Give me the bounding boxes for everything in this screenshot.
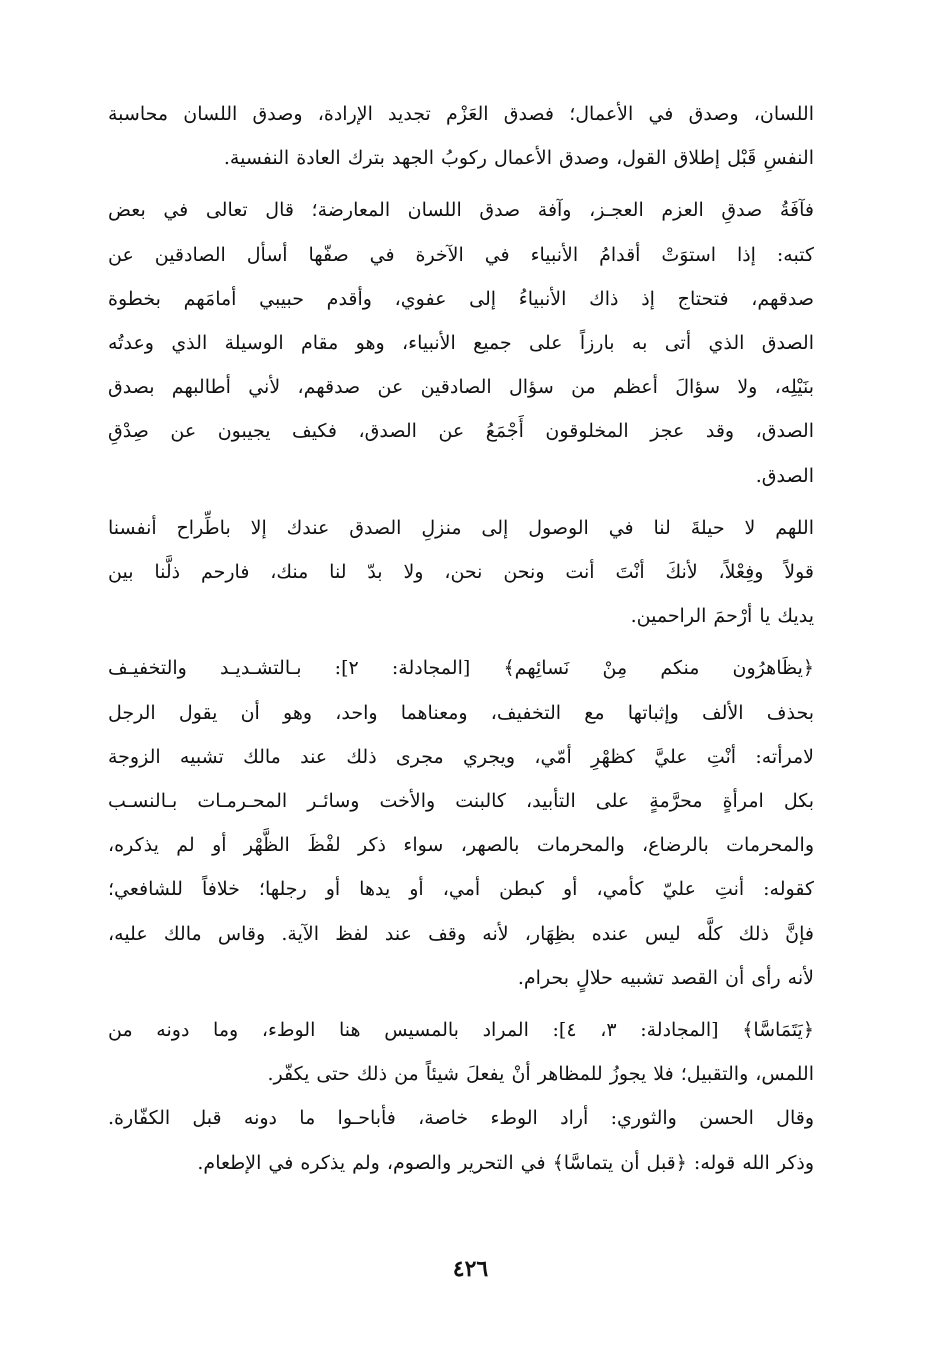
text-line: لامرأته: أنْتِ عليَّ كظهْرِ أمّي، ويجري مجرى ذلك عند مالك تشبيه الزوجة [108,745,814,768]
text-line: يديك يا أرْحمَ الراحمين. [630,605,814,628]
text-line: ﴿يظَاهرُون منكم مِنْ نَسائِهم﴾ [المجادلة: ٢]: بـالتشـديـد والتخفيـف [108,657,814,680]
text-line: فإنَّ ذلك كلَّه ليس عنده بظِهَار، لأنه وقف عند لفظ الآية. وقاس مالك عليه، [108,922,814,945]
text-line: اللسان، وصدق في الأعمال؛ فصدق العَزْم تجديد الإرادة، وصدق اللسان محاسبة [108,103,814,125]
text-line: الصدق، وقد عجز المخلوقون أَجْمَعُ عن الصدق، فكيف يجيبون عن صِدْقِ [108,420,814,443]
text-line: وقال الحسن والثوري: أراد الوطء خاصة، فأباحـوا ما دونه قبل الكفّارة. [108,1107,814,1130]
text-line: قولاً وفِعْلاً، لأنكَ أنْتَ أنت ونحن نحن، ولا بدّ لنا منك، فارحم ذلَّنا بين [108,561,814,584]
page-number: ٤٢٦ [452,1256,489,1282]
paragraph-3 [108,506,814,639]
paragraph-5 [108,1008,814,1096]
text-line: اللمس، والتقبيل؛ فلا يجوزُ للمظاهر أنْ يفعلَ شيئاً من ذلك حتى يكفّر. [267,1063,814,1086]
paragraph-4 [108,646,814,1000]
text-line: ﴿يَتَمَاسَّا﴾ [المجادلة: ٣، ٤]: المراد بالمسيس هنا الوطء، وما دونه من [108,1019,814,1042]
text-line: النفسِ قَبْل إطلاق القول، وصدق الأعمال ركوبُ الجهد بترك العادة النفسية. [223,147,814,170]
paragraph-6 [108,1096,814,1184]
text-line: بكل امرأةٍ محرَّمةٍ على التأبيد، كالبنت والأخت وسائـر المحـرمـات بـالنسـب [108,790,814,813]
text-line: الصدق الذي أتى به بارزاً على جميع الأنبياء، وهو مقام الوسيلة الذي وعدتُه [108,332,814,355]
text-line: كتبه: إذا استوَتْ أقدامُ الأنبياء في الآخرة في صفّها أسأل الصادقين عن [108,243,814,266]
text-line: كقوله: أنتِ عليّ كأمي، أو كبطن أمي، أو يدها أو رجلها؛ خلافاً للشافعي؛ [108,878,814,901]
paragraph-2 [108,188,814,497]
paragraph-1 [108,92,814,180]
text-line: بحذف الألف وإثباتها مع التخفيف، ومعناهما واحد، وهو أن يقول الرجل [108,701,814,724]
text-line: وذكر الله قوله: ﴿قبل أن يتماسَّا﴾ في التحرير والصوم، ولم يذكره في الإطعام. [197,1151,814,1174]
text-line: فآفَةُ صدقِ العزم العجـز، وآفة صدق اللسان المعارضة؛ قال تعالى في بعض [108,199,814,222]
text-line: الصدق. [755,464,814,487]
text-line: والمحرمات بالرضاع، والمحرمات بالصهر، سواء ذكر لفْظَ الظَّهْر أو لم يذكره، [108,834,814,857]
text-line: لأنه رأى أن القصد تشبيه حلالٍ بحرام. [517,966,814,989]
text-line: بنَيْلِه، ولا سؤالَ أعظم من سؤال الصادقين عن صدقهم، لأني أطالبهم بصدق [108,376,814,399]
text-line: اللهم لا حيلةَ لنا في الوصول إلى منزلِ الصدق عندك إلا باطِّراح أنفسنا [108,516,814,539]
text-line: صدقهم، فتحتاج إذ ذاك الأنبياءُ إلى عفوي، وأقدم حبيبي أمامَهم بخطوة [108,287,814,310]
page-body [108,92,814,1292]
